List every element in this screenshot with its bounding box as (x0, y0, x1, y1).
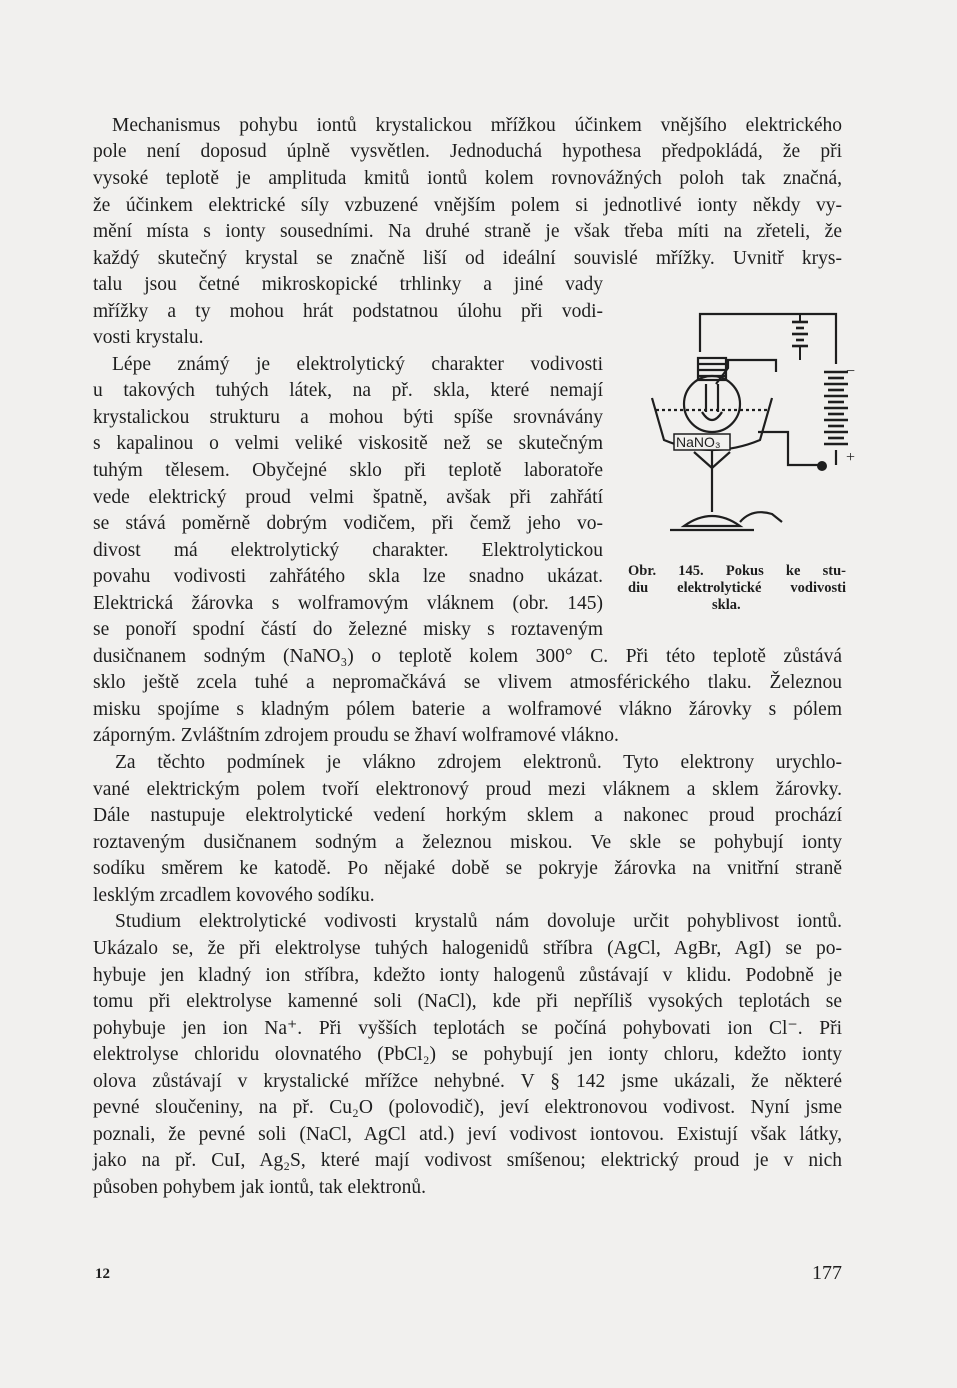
text-line: tuhým tělesem. Obyčejné sklo při teplotě laboratoře (93, 460, 603, 481)
signature-mark: 12 (95, 1266, 110, 1282)
nano3-label: NaNO₃ (676, 434, 721, 450)
text-line: vede elektrický proud velmi špatně, avšak při zahřátí (93, 487, 603, 508)
text-line: krystalickou strukturu a mohou býti spíše srovnávány (93, 407, 603, 428)
text-line: dusičnanem sodným (NaNO₃) o teplotě kolem 300° C. Při této teplotě zůstává (93, 646, 842, 667)
text-line: že účinkem elektrické síly vzbuzené vnějším polem si jednotlivé ionty někdy vy- (93, 195, 842, 216)
text-line: mřížky a ty mohou hrát podstatnou úlohu při vodi- (93, 301, 603, 322)
caption-line: Obr. 145. Pokus ke stu- (628, 563, 846, 579)
text-line: s kapalinou o velmi veliké viskositě než se skutečným (93, 433, 603, 454)
text-line: elektrolyse chloridu olovnatého (PbCl₂) se pohybují jen ionty chloru, kdežto ionty (93, 1044, 842, 1065)
figure-caption (628, 563, 846, 614)
text-line: hybuje jen kladný ion stříbra, kdežto ionty halogenů zůstávají v klidu. Podobně je (93, 965, 842, 986)
text-line: poznali, že pevné soli (NaCl, AgCl atd.) jeví vodivost iontovou. Existují však látky, (93, 1124, 842, 1145)
text-line: působen pohybem jak iontů, tak elektronů. (93, 1177, 427, 1198)
text-line: sklo ještě zcela tuhé a nepromačkává se vlivem atmosférického tlaku. Železnou (93, 672, 842, 693)
plus-sign: + (846, 449, 856, 466)
text-line: pohybuje jen ion Na⁺. Při vyšších teplotách se počíná pohybovati ion Cl⁻. Při (93, 1018, 842, 1039)
text-line: se stává poměrně dobrým vodičem, při čemž jeho vo- (93, 513, 603, 534)
text-line: jako na př. CuI, Ag₂S, které mají vodivost smíšenou; elektrický proud je v nich (93, 1150, 842, 1171)
caption-line: diu elektrolytické vodivosti (628, 580, 846, 596)
text-line: Za těchto podmínek je vlákno zdrojem elektronů. Tyto elektrony urychlo- (115, 752, 842, 773)
text-line: misku spojíme s kladným pólem baterie a wolframové vlákno žárovky s pólem (93, 699, 842, 720)
text-line: tomu při elektrolyse kamenné soli (NaCl), kde při nepříliš vysokých teplotách se (93, 991, 842, 1012)
page-number: 177 (812, 1262, 842, 1284)
text-line: Studium elektrolytické vodivosti krystalů nám dovoluje určit pohyblivost iontů. (115, 911, 842, 932)
text-line: talu jsou četné mikroskopické trhlinky a jiné vady (93, 274, 603, 295)
text-line: vané elektrickým polem tvoří elektronový proud mezi vláknem a sklem žárovky. (93, 779, 842, 800)
text-line: každý skutečný krystal se značně liší od ideální souvislé mřížky. Uvnitř krys- (93, 248, 842, 269)
text-line: Lépe známý je elektrolytický charakter vodivosti (112, 354, 603, 375)
text-line: se ponoří spodní částí do železné misky s roztaveným (93, 619, 603, 640)
text-line: vysoké teplotě je amplituda kmitů iontů kolem rovnovážných poloh tak značná, (93, 168, 842, 189)
text-line: olova zůstávají v krystalické mřížce nehybné. V § 142 jsme ukázali, že některé (93, 1071, 842, 1092)
text-line: povahu vodivosti zahřátého skla lze snadno ukázat. (93, 566, 603, 587)
text-line: pevné sloučeniny, na př. Cu₂O (polovodič), jeví elektronovou vodivost. Nyní jsme (93, 1097, 842, 1118)
text-line: u takových tuhých látek, na př. skla, které nemají (93, 380, 603, 401)
text-line: mění místa s ionty sousedními. Na druhé straně je však třeba míti na zřeteli, že (93, 221, 842, 242)
experiment-figure (612, 300, 862, 550)
text-line: lesklým zrcadlem kovového sodíku. (93, 885, 375, 906)
text-line: záporným. Zvláštním zdrojem proudu se žhaví wolframové vlákno. (93, 725, 619, 746)
caption-line: skla. (712, 597, 741, 613)
text-line: roztaveným dusičnanem sodným a železnou miskou. Ve skle se pohybují ionty (93, 832, 842, 853)
text-line: sodíku směrem ke katodě. Po nějaké době se pokryje žárovka na vnitřní straně (93, 858, 842, 879)
text-line: Ukázalo se, že při elektrolyse tuhých halogenidů stříbra (AgCl, AgBr, AgI) se po- (93, 938, 842, 959)
text-line: Elektrická žárovka s wolframovým vláknem (obr. 145) (93, 593, 603, 614)
text-line: divost má elektrolytický charakter. Elektrolytickou (93, 540, 603, 561)
text-line: Dále nastupuje elektrolytické vedení horkým sklem a nakonec proud prochází (93, 805, 842, 826)
text-line: vosti krystalu. (93, 327, 204, 348)
minus-sign: − (846, 363, 856, 380)
text-line: pole není doposud úplně vysvětlen. Jednoduchá hypothesa předpokládá, že při (93, 141, 842, 162)
text-line: Mechanismus pohybu iontů krystalickou mřížkou účinkem vnějšího elektrického (112, 115, 842, 136)
